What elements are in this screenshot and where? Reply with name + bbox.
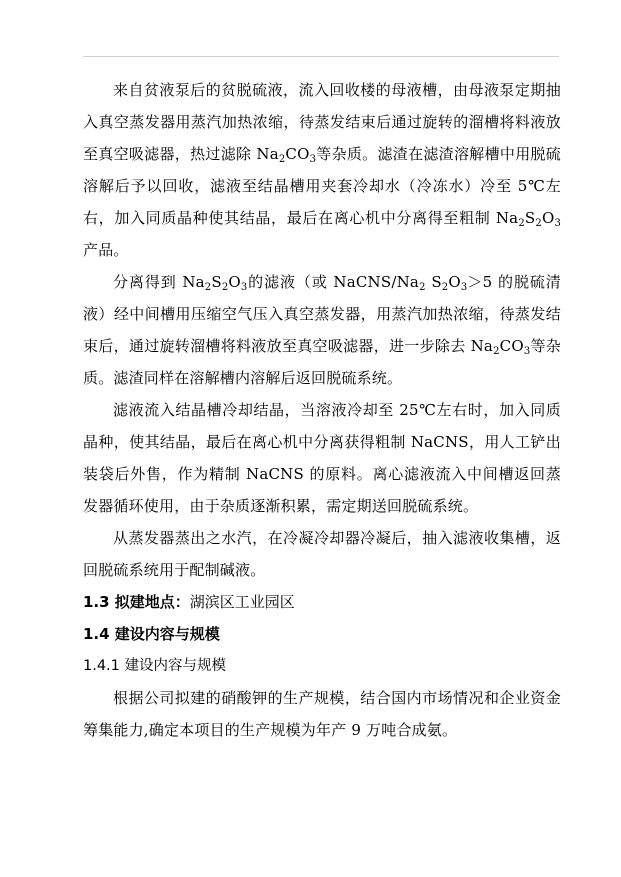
formula-subscript: 2 [535, 218, 542, 229]
text-run: 等杂质。滤渣同样在溶解槽内溶解后返回脱硫系统。 [83, 337, 561, 387]
paragraph-crystallization: 滤液流入结晶槽冷却结晶，当溶液冷却至 25℃左右时，加入同质晶种，使其结晶，最后在离心机中分离获得粗制 NaCNS，用人工铲出装袋后外售，作为精制 NaCNS 的原料。离心滤液流入中间槽返回蒸发器循环使用，由于杂质逐渐积累，需定期送回脱硫系统。 [83, 401, 561, 515]
text-run: S [425, 273, 442, 291]
formula-subscript: 2 [493, 346, 500, 357]
formula-part: Na [495, 209, 519, 227]
text-run: ＞5 的脱硫清液）经中间槽用压缩空气压入真空蒸发器，用蒸汽加热浓缩，待蒸发结束后，通过旋转溜槽将料液放至真空吸滤器，进一步除去 [83, 273, 561, 355]
formula-subscript: 2 [419, 282, 426, 293]
heading-label: 1.3 拟建地点： [83, 593, 190, 611]
formula-subscript: 3 [460, 282, 468, 293]
formula-subscript: 2 [221, 282, 229, 293]
formula-part: Na [256, 145, 279, 163]
text-run: 的滤液（或 NaCNS/Na [247, 273, 420, 291]
text-run: 分离得到 [113, 273, 183, 291]
formula-subscript: 3 [309, 154, 317, 165]
formula-part: S [211, 273, 222, 291]
text-run: 来自贫液泵后的贫脱硫液，流入回收楼的母液槽，由母液泵定期抽入真空蒸发器用蒸汽加热浓缩，待蒸发结束后通过旋转的溜槽将料液放至真空吸滤器，热过滤除 [83, 81, 561, 163]
document-body [83, 74, 561, 746]
formula-subscript: 3 [554, 218, 561, 229]
formula-subscript: 3 [240, 282, 248, 293]
paragraph-production-scale: 根据公司拟建的硝酸钾的生产规模，结合国内市场情况和企业资金筹集能力,确定本项目的生产规模为年产 9 万吨合成氨。 [83, 689, 561, 739]
text-run: O [448, 273, 461, 291]
heading-1-4-scope: 1.4 建设内容与规模 [83, 625, 220, 643]
formula-subscript: 2 [278, 154, 286, 165]
formula-part: Na [182, 273, 205, 291]
formula-subscript: 2 [518, 218, 525, 229]
paragraph-separation [83, 266, 561, 394]
text-run: 产品。 [83, 241, 129, 259]
formula-part: Na [470, 337, 494, 355]
heading-1-4-1-scope: 1.4.1 建设内容与规模 [83, 658, 227, 674]
formula-part: O [228, 273, 241, 291]
heading-1-3-site [83, 586, 561, 618]
formula-part: CO [285, 145, 310, 163]
text-run: 等杂质。滤渣在滤渣溶解槽中用脱硫溶解后予以回收，滤液至结晶槽用夹套冷却水（冷冻水）冷至 5℃左右，加入同质晶种使其结晶，最后在离心机中分离得至粗制 [83, 145, 561, 227]
formula-subscript: 2 [204, 282, 212, 293]
header-rule [83, 56, 559, 57]
formula-subscript: 2 [441, 282, 449, 293]
formula-subscript: 3 [523, 346, 531, 357]
paragraph-mother-liquor [83, 74, 561, 266]
heading-value: 湖滨区工业园区 [189, 593, 295, 611]
formula-part: CO [499, 337, 524, 355]
paragraph-condensation: 从蒸发器蒸出之水汽，在冷凝冷却器冷凝后，抽入滤液收集槽，返回脱硫系统用于配制碱液。 [83, 529, 561, 579]
formula-part: S [524, 209, 536, 227]
formula-part: O [541, 209, 555, 227]
